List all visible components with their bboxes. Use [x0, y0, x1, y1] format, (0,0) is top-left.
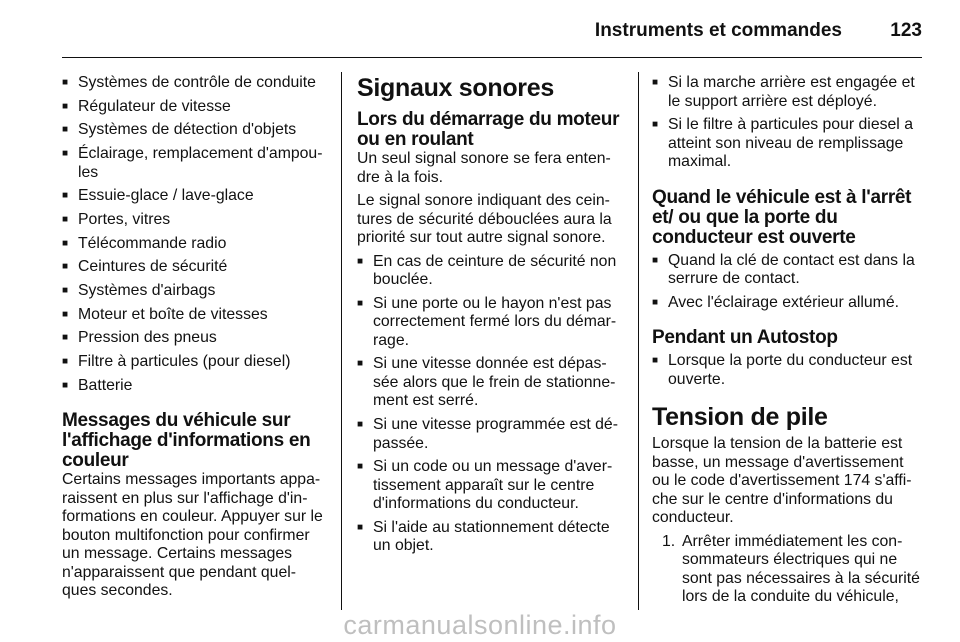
section-heading: Messages du véhicule sur l'affichage d'informations en couleur	[62, 410, 311, 472]
bullet-list	[652, 252, 924, 313]
list-item: ■ Portes, vitres	[62, 211, 330, 230]
list-item: ■ Systèmes de contrôle de conduite	[62, 74, 330, 93]
column-3	[652, 74, 924, 612]
list-item: ■ Lorsque la porte du conducteur est ouverte.	[652, 352, 924, 389]
list-item: ■ Si la marche arrière est engagée et le support arrière est déployé.	[652, 74, 924, 111]
section-heading: Lors du démarrage du moteur ou en roulant	[357, 109, 620, 150]
list-item: ■ Batterie	[62, 377, 330, 396]
page-title: Instruments et commandes	[594, 20, 842, 41]
paragraph: Lorsque la tension de la batterie est basse, un message d'avertissement ou le code d'avertissement 174 s'affi-che sur le centre d'informations du conducteur.	[652, 435, 912, 527]
numbered-item: 1. Arrêter immédiatement les con-sommateurs électriques qui ne sont pas nécessaires à la sécurité lors de la conduite du véhicule,	[652, 533, 924, 607]
bullet-list	[652, 352, 924, 389]
list-item: ■ Avec l'éclairage extérieur allumé.	[652, 294, 924, 313]
bullet-list	[652, 74, 924, 172]
paragraph: Un seul signal sonore se fera enten-dre à la fois.	[357, 150, 611, 186]
list-item: ■ En cas de ceinture de sécurité non bouclée.	[357, 253, 625, 290]
section-heading: Pendant un Autostop	[652, 327, 838, 349]
section-heading: Quand le véhicule est à l'arrêt et/ ou que la porte du conducteur est ouverte	[652, 186, 912, 248]
list-item: ■ Systèmes d'airbags	[62, 282, 330, 301]
list-item: ■ Si l'aide au stationnement détecte un objet.	[357, 519, 625, 556]
section-title: Tension de pile	[652, 403, 828, 432]
watermark: carmanualsonline.info	[343, 610, 617, 640]
list-item: ■ Essuie-glace / lave-glace	[62, 187, 330, 206]
header-rule	[62, 57, 922, 58]
section-title: Signaux sonores	[357, 74, 554, 102]
page-header	[0, 0, 960, 60]
list-item: ■ Si une vitesse donnée est dépas-sée alors que le frein de stationne-ment est serré.	[357, 355, 625, 411]
list-item: ■ Ceintures de sécurité	[62, 258, 330, 277]
list-item: ■ Si une porte ou le hayon n'est pas correctement fermé lors du démar-rage.	[357, 295, 625, 351]
paragraph: Le signal sonore indiquant des cein-tures de sécurité débouclées aura la priorité sur tout autre signal sonore.	[357, 192, 612, 246]
numbered-list	[652, 533, 924, 607]
list-item: ■ Filtre à particules (pour diesel)	[62, 353, 330, 372]
paragraph: Certains messages importants appa-raissent en plus sur l'affichage d'in-formations en couleur. Appuyer sur le bouton multifonction pour confirmer un message. Certains messages n'apparaissent que pendant quel-ques secondes.	[62, 471, 323, 600]
list-item: ■ Télécommande radio	[62, 235, 330, 254]
column-2	[357, 74, 625, 561]
list-item: ■ Moteur et boîte de vitesses	[62, 306, 330, 325]
list-item: ■ Pression des pneus	[62, 329, 330, 348]
page-number: 123	[890, 20, 922, 41]
topic-list	[62, 74, 330, 395]
list-item: ■ Quand la clé de contact est dans la serrure de contact.	[652, 252, 924, 289]
list-item: ■ Si une vitesse programmée est dé-passée.	[357, 416, 625, 453]
bullet-list	[357, 253, 625, 556]
list-item: ■ Éclairage, remplacement d'ampou-les	[62, 145, 330, 182]
column-divider	[638, 72, 639, 610]
list-item: ■ Systèmes de détection d'objets	[62, 121, 330, 140]
column-1	[62, 74, 330, 606]
column-divider	[341, 72, 342, 610]
list-item: ■ Si le filtre à particules pour diesel a atteint son niveau de remplissage maximal.	[652, 116, 924, 172]
list-item: ■ Régulateur de vitesse	[62, 98, 330, 117]
list-item: ■ Si un code ou un message d'aver-tissement apparaît sur le centre d'informations du conducteur.	[357, 458, 625, 514]
